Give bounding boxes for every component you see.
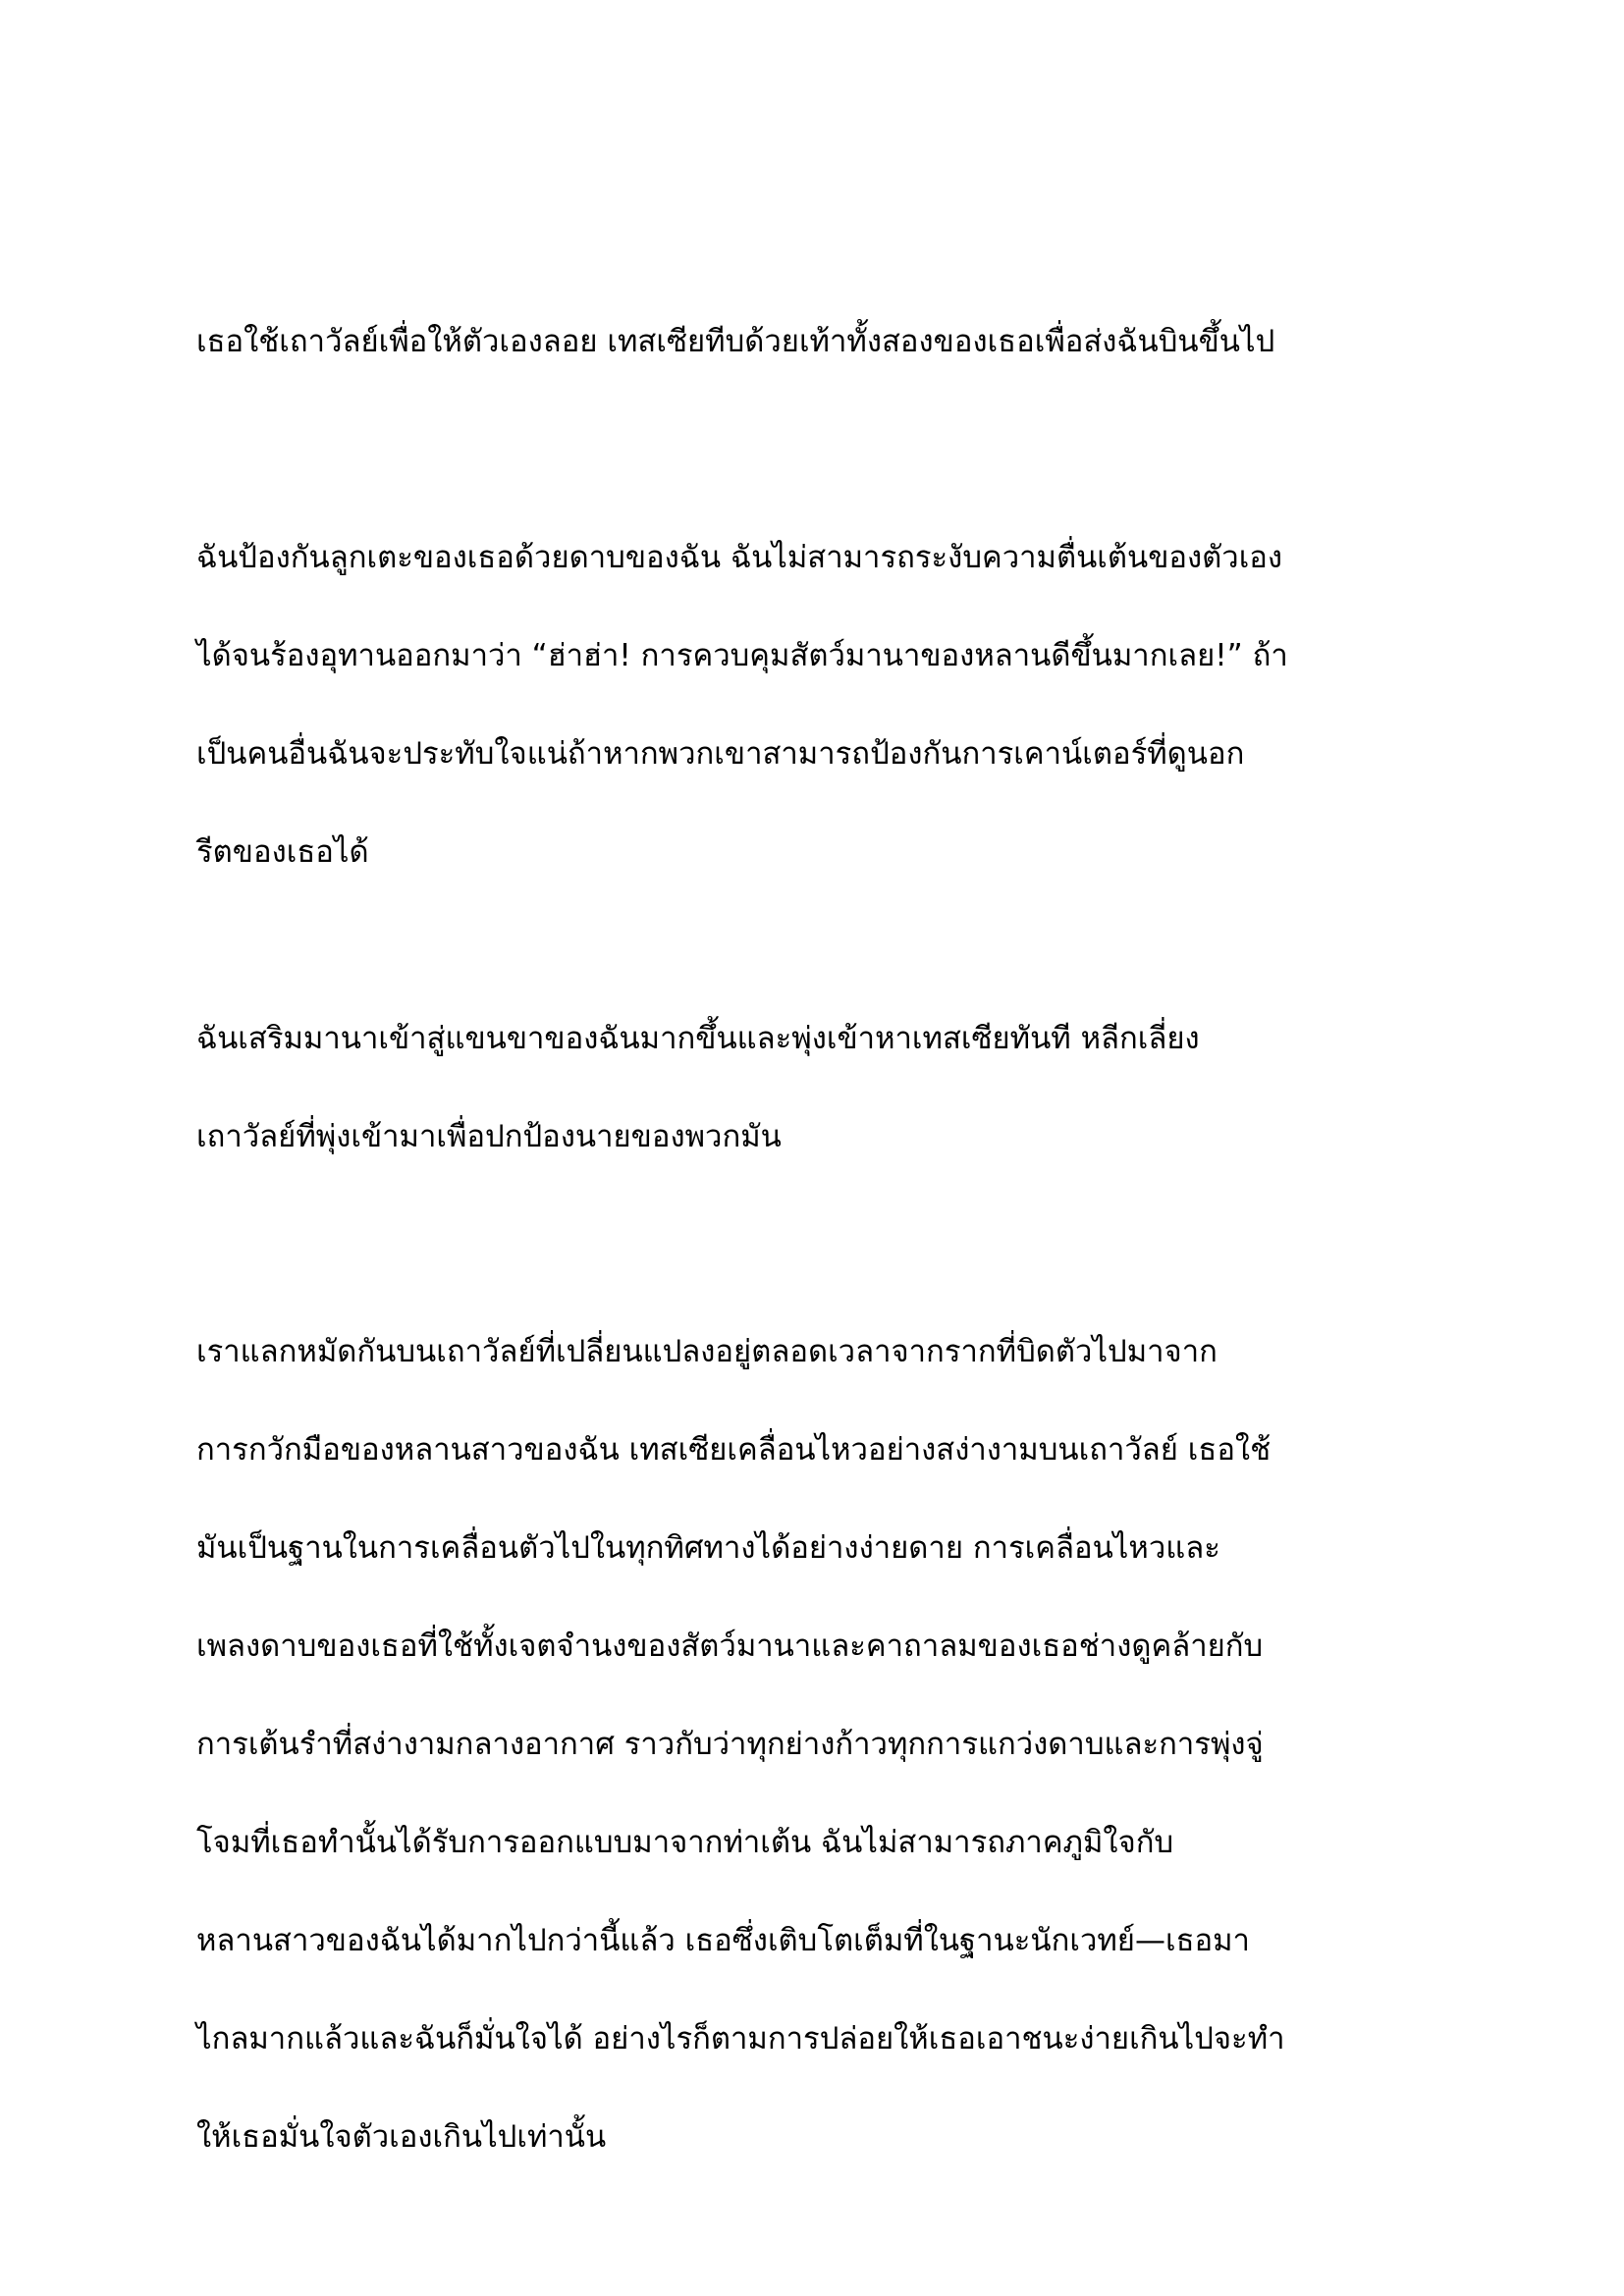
text-line: เถาวัลย์ที่พุ่งเข้ามาเพื่อปกป้องนายของพวกมัน [196,1119,782,1154]
paragraph-4 [196,1303,1434,2186]
paragraph-2 [196,508,1434,901]
text-line: ได้จนร้องอุทานออกมาว่า “ฮ่าฮ่า! การควบคุมสัตว์มานาของหลานดีขึ้นมากเลย!” ถ้า [196,638,1288,673]
text-line: หลานสาวของฉันได้มากไปกว่านี้แล้ว เธอซึ่งเติบโตเต็มที่ในฐานะนักเวทย์—เธอมา [196,1923,1250,1958]
text-line: การเต้นรำที่สง่างามกลางอากาศ ราวกับว่าทุกย่างก้าวทุกการแกว่งดาบและการพุ่งจู่ [196,1727,1264,1762]
text-line: ให้เธอมั่นใจตัวเองเกินไปเท่านั้น [196,2119,607,2155]
text-line: มันเป็นฐานในการเคลื่อนตัวไปในทุกทิศทางได้อย่างง่ายดาย การเคลื่อนไหวและ [196,1530,1220,1566]
paragraph-1 [196,293,1434,391]
text-line: ฉันป้องกันลูกเตะของเธอด้วยดาบของฉัน ฉันไม่สามารถระงับความตื่นเต้นของตัวเอง [196,540,1283,575]
text-line: โจมที่เธอทำนั้นได้รับการออกแบบมาจากท่าเต้น ฉันไม่สามารถภาคภูมิใจกับ [196,1825,1174,1860]
text-line: เราแลกหมัดกันบนเถาวัลย์ที่เปลี่ยนแปลงอยู่ตลอดเวลาจากรากที่บิดตัวไปมาจาก [196,1334,1218,1369]
text-line: การกวักมือของหลานสาวของฉัน เทสเซียเคลื่อนไหวอย่างสง่างามบนเถาวัลย์ เธอใช้ [196,1432,1272,1468]
paragraph-3 [196,989,1434,1186]
text-line: ฉันเสริมมานาเข้าสู่แขนขาของฉันมากขึ้นและพุ่งเข้าหาเทสเซียทันที หลีกเลี่ยง [196,1021,1200,1056]
text-line: เป็นคนอื่นฉันจะประทับใจแน่ถ้าหากพวกเขาสามารถป้องกันการเคาน์เตอร์ที่ดูนอก [196,736,1245,772]
text-line: เพลงดาบของเธอที่ใช้ทั้งเจตจำนงของสัตว์มานาและคาถาลมของเธอช่างดูคล้ายกับ [196,1629,1264,1664]
text-line: เธอใช้เถาวัลย์เพื่อให้ตัวเองลอย เทสเซียทีบด้วยเท้าทั้งสองของเธอเพื่อส่งฉันบินขึ้นไป [196,324,1275,359]
text-line: ไกลมากแล้วและฉันก็มั่นใจได้ อย่างไรก็ตามการปล่อยให้เธอเอาชนะง่ายเกินไปจะทำ [196,2021,1285,2056]
text-line: รีตของเธอได้ [196,834,369,870]
